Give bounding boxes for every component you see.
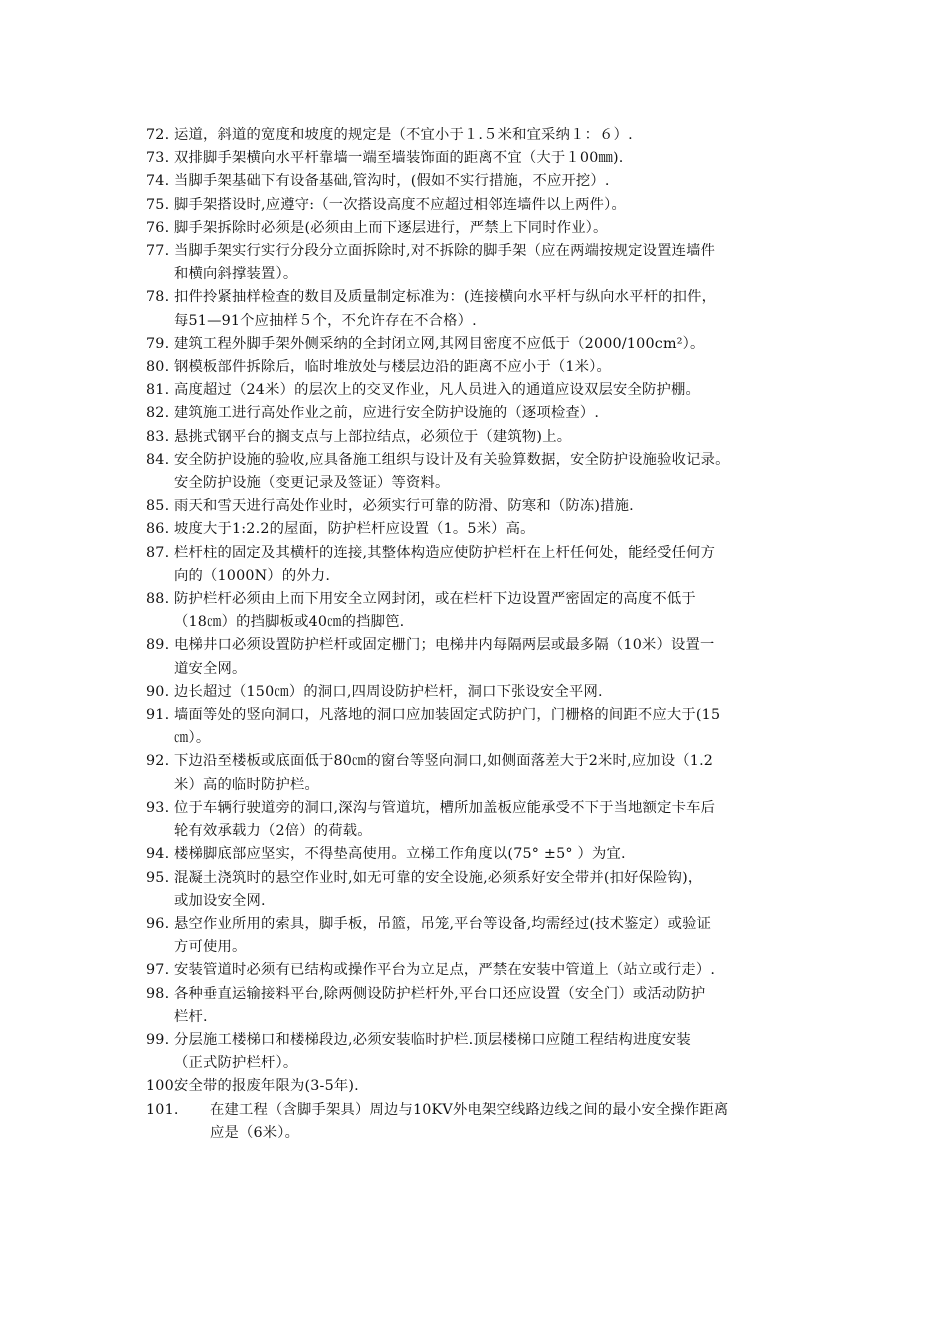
item-number: 79. [146,335,170,352]
list-item [146,843,826,866]
list-item [146,959,826,982]
item-text: 钢模板部件拆除后，临时堆放处与楼层边沿的距离不应小于（1米）。 [174,359,612,376]
list-item [146,217,826,240]
list-item [146,379,826,402]
list-item [146,983,826,1029]
list-item [146,681,826,704]
item-text: 建筑施工进行高处作业之前，应进行安全防护设施的（逐项检查）. [174,405,600,422]
item-text: 当脚手架基础下有设备基础,管沟时，(假如不实行措施，不应开挖）. [174,173,610,190]
item-text: 扣件拎紧抽样检查的数目及质量制定标准为：(连接横向水平杆与纵向水平杆的扣件， 每51—91个应抽样５个，不允许存在不合格）. [174,289,717,329]
item-text: 坡度大于1:2.2的屋面，防护栏杆应设置（1。5米）高。 [174,521,535,538]
list-item [146,402,826,425]
item-text: 墙面等处的竖向洞口，凡落地的洞口应加装固定式防护门，门栅格的间距不应大于(15 ㎝）。 [174,707,721,747]
item-number: 89. [146,637,170,654]
item-number: 77. [146,243,170,260]
item-number: 80. [146,359,170,376]
list-item [146,356,826,379]
item-text: 安全带的报废年限为(3-5年). [174,1078,359,1095]
list-item [146,240,826,286]
list-item [146,588,826,634]
list-item [146,797,826,843]
item-text: 在建工程（含脚手架具）周边与10KV外电架空线路边线之间的最小安全操作距离 应是（6米）。 [210,1101,729,1141]
item-number: 78. [146,289,170,306]
item-number: 75. [146,196,170,213]
item-number: 88. [146,591,170,608]
item-number: 95. [146,869,170,886]
item-number: 92. [146,753,170,770]
item-number: 74. [146,173,170,190]
item-number: 93. [146,799,170,816]
list-item [146,913,826,959]
item-text: 悬挑式钢平台的搁支点与上部拉结点，必须位于（建筑物)上。 [174,428,572,445]
list-item [146,1075,826,1098]
item-number: 73. [146,150,170,167]
item-number: 90. [146,683,170,700]
item-number: 72. [146,127,170,143]
item-number: 86. [146,521,170,538]
item-number: 98. [146,985,170,1002]
item-text: 运道，斜道的宽度和坡度的规定是（不宜小于１.５米和宜采纳１：６）. [174,127,633,143]
item-text: 电梯井口必须设置防护栏杆或固定栅门；电梯井内每隔两层或最多隔（10米）设置一 道安全网。 [174,637,715,677]
item-text: 安装管道时必须有已结构或操作平台为立足点，严禁在安装中管道上（站立或行走）. [174,962,716,979]
list-item [146,518,826,541]
item-number: 100. [146,1078,179,1095]
item-text: 楼梯脚底部应坚实，不得垫高使用。立梯工作角度以(75° ±5° ）为宜. [174,846,626,863]
item-number: 101. [146,1101,179,1118]
item-text: 高度超过（24米）的层次上的交叉作业，凡人员进入的通道应设双层安全防护棚。 [174,382,700,399]
item-number: 76. [146,219,170,236]
item-text: 建筑工程外脚手架外侧采纳的全封闭立网,其网目密度不应低于（2000/100cm²）。 [174,335,705,352]
list-item [146,750,826,796]
item-text: 边长超过（150㎝）的洞口,四周设防护栏杆，洞口下张设安全平网. [174,683,603,700]
item-text: 各种垂直运输接料平台,除两侧设防护栏杆外,平台口还应设置（安全门）或活动防护 栏杆. [174,985,706,1025]
item-text: 脚手架搭设时,应遵守:（一次搭设高度不应超过相邻连墙件以上两件）。 [174,196,627,213]
list-item [146,124,826,147]
item-number: 94. [146,846,170,863]
list-item [146,194,826,217]
item-text: 当脚手架实行实行分段分立面拆除时,对不拆除的脚手架（应在两端按规定设置连墙件 和横向斜撑装置）。 [174,243,716,283]
item-text: 位于车辆行驶道旁的洞口,深沟与管道坑，槽所加盖板应能承受不下于当地额定卡车后 轮有效承载力（2倍）的荷载。 [174,799,716,840]
item-text: 混凝土浇筑时的悬空作业时,如无可靠的安全设施,必须系好安全带并(扣好保险钩)， 或加设安全网. [174,869,703,909]
item-text: 防护栏杆必须由上而下用安全立网封闭，或在栏杆下边设置严密固定的高度不低于 （18㎝）的挡脚板或40㎝的挡脚笆. [174,591,696,631]
item-number: 91. [146,707,170,724]
list-item [146,867,826,913]
item-number: 97. [146,962,170,979]
list-item [146,704,826,750]
item-text: 安全防护设施的验收,应具备施工组织与设计及有关验算数据，安全防护设施验收记录。 安全防护设施（变更记录及签证）等资料。 [174,451,730,492]
item-text: 分层施工楼梯口和楼梯段边,必须安装临时护栏.顶层楼梯口应随工程结构进度安装 （正式防护栏杆）。 [174,1031,691,1072]
item-number: 81. [146,382,170,399]
list-item [146,1099,826,1145]
list-item [146,333,826,356]
item-number: 84. [146,451,170,468]
list-item [146,426,826,449]
list-item [146,1029,826,1075]
list-item [146,147,826,170]
list-item [146,286,826,332]
question-list [146,124,826,1145]
item-text: 下边沿至楼板或底面低于80㎝的窗台等竖向洞口,如侧面落差大于2米时,应加设（1.2 米）高的临时防护栏。 [174,753,714,793]
list-item [146,170,826,193]
list-item [146,495,826,518]
item-text: 悬空作业所用的索具，脚手板，吊篮，吊笼,平台等设备,均需经过(技术鉴定）或验证 方可使用。 [174,915,712,956]
item-number: 96. [146,915,170,932]
item-text: 栏杆柱的固定及其横杆的连接,其整体构造应使防护栏杆在上杆任何处，能经受任何方 向的（1000N）的外力. [174,544,716,584]
item-number: 85. [146,498,170,515]
item-number: 99. [146,1031,170,1048]
item-text: 脚手架拆除时必须是(必须由上而下逐层进行，严禁上下同时作业）。 [174,219,608,236]
item-number: 82. [146,405,170,422]
list-item [146,634,826,680]
item-number: 87. [146,544,170,561]
item-text: 双排脚手架横向水平杆靠墙一端至墙装饰面的距离不宜（大于１00㎜). [174,150,624,167]
list-item [146,542,826,588]
item-text: 雨天和雪天进行高处作业时，必须实行可靠的防滑、防寒和（防冻)措施. [174,498,634,515]
list-item [146,449,826,495]
item-number: 83. [146,428,170,445]
